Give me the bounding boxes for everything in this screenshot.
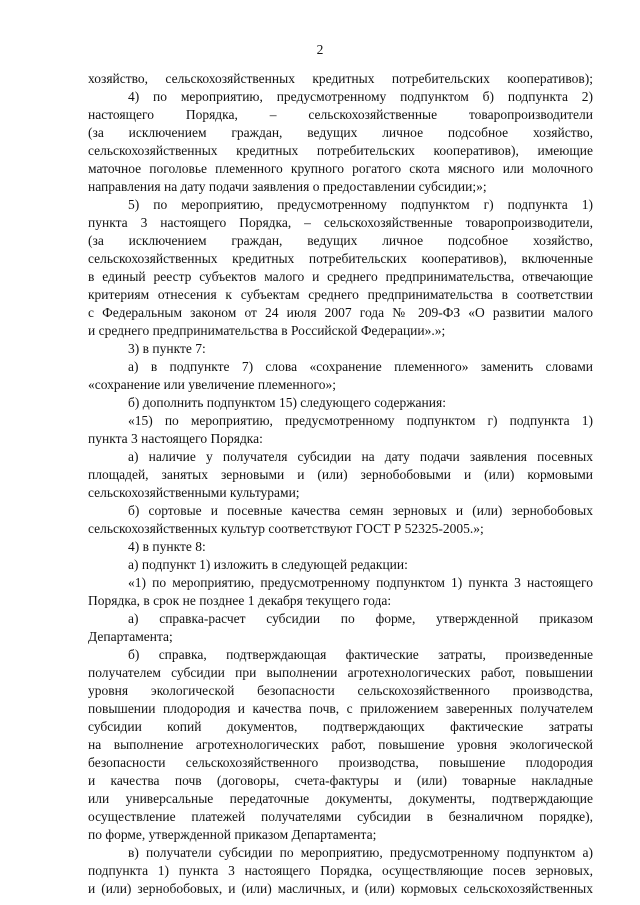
- text-line: подпункта 1) пункта 3 настоящего Порядка, осуществляющие посев зерновых,: [88, 863, 593, 878]
- text-line: на выполнение агротехнологических работ, повышение уровня экологической: [88, 737, 593, 752]
- text-line: 5) по мероприятию, предусмотренному подпунктом г) подпункта 1): [128, 197, 593, 212]
- text-line: (за исключением граждан, ведущих личное подсобное хозяйство,: [88, 125, 593, 140]
- text-line: б) сортовые и посевные качества семян зерновых и (или) зернобобовых: [128, 503, 593, 518]
- text-line: критериям отнесения к субъектам среднего предпринимательства в соответствии: [88, 287, 593, 302]
- text-line: и (или) зернобобовых, и (или) масличных, и (или) кормовых сельскохозяйственных: [88, 881, 593, 896]
- text-line: в единый реестр субъектов малого и среднего предпринимательства, отвечающие: [88, 269, 593, 284]
- text-line: 4) в пункте 8:: [128, 539, 206, 554]
- text-line: или универсальные передаточные документы, документы, подтверждающие: [88, 791, 593, 806]
- text-line: площадей, занятых зерновыми и (или) зернобобовыми и (или) кормовыми: [88, 467, 593, 482]
- text-line: сельскохозяйственными культурами;: [88, 485, 300, 500]
- text-line: уровня экологической безопасности сельскохозяйственного производства,: [88, 683, 593, 698]
- text-line: маточное поголовье племенного крупного рогатого скота мясного или молочного: [88, 161, 593, 176]
- text-line: сельскохозяйственных кредитных потребительских кооперативов), имеющие: [88, 143, 593, 158]
- text-line: 3) в пункте 7:: [128, 341, 206, 356]
- text-line: «1) по мероприятию, предусмотренному подпунктом 1) пункта 3 настоящего: [128, 575, 593, 590]
- text-line: пункта 3 настоящего Порядка, – сельскохозяйственные товаропроизводители,: [88, 215, 593, 230]
- text-line: а) в подпункте 7) слова «сохранение племенного» заменить словами: [128, 359, 593, 374]
- text-line: пункта 3 настоящего Порядка:: [88, 431, 263, 446]
- text-line: субсидии копий документов, подтверждающих фактические затраты: [88, 719, 593, 734]
- text-line: а) справка-расчет субсидии по форме, утвержденной приказом: [128, 611, 593, 626]
- text-line: 4) по мероприятию, предусмотренному подпунктом б) подпункта 2): [128, 89, 593, 104]
- text-line: сельскохозяйственных культур соответствуют ГОСТ Р 52325-2005.»;: [88, 521, 484, 536]
- text-line: б) справка, подтверждающая фактические затраты, произведенные: [128, 647, 593, 662]
- text-line: и качества почв (договоры, счета-фактуры и (или) товарные накладные: [88, 773, 593, 788]
- text-line: и среднего предпринимательства в Российской Федерации».»;: [88, 323, 446, 338]
- text-line: «сохранение или увеличение племенного»;: [88, 377, 336, 392]
- text-line: б) дополнить подпунктом 15) следующего содержания:: [128, 395, 446, 410]
- text-line: «15) по мероприятию, предусмотренному подпунктом г) подпункта 1): [128, 413, 593, 428]
- text-line: (за исключением граждан, ведущих личное подсобное хозяйство,: [88, 233, 593, 248]
- text-line: в) получатели субсидии по мероприятию, предусмотренному подпунктом а): [128, 845, 593, 860]
- text-line: по форме, утвержденной приказом Департамента;: [88, 827, 377, 842]
- text-line: с Федеральным законом от 24 июля 2007 года № 209-ФЗ «О развитии малого: [88, 305, 593, 320]
- text-line: Порядка, в срок не позднее 1 декабря текущего года:: [88, 593, 392, 608]
- text-line: безопасности сельскохозяйственного производства, повышение плодородия: [88, 755, 593, 770]
- text-line: настоящего Порядка, – сельскохозяйственные товаропроизводители: [88, 107, 593, 122]
- text-line: сельскохозяйственных кредитных потребительских кооперативов), включенные: [88, 251, 593, 266]
- text-line: а) наличие у получателя субсидии на дату подачи заявления посевных: [128, 449, 593, 464]
- text-line: хозяйство, сельскохозяйственных кредитных потребительских кооперативов);: [88, 71, 593, 86]
- text-line: а) подпункт 1) изложить в следующей редакции:: [128, 557, 408, 572]
- text-line: получателем субсидии при выполнении агротехнологических работ, повышении: [88, 665, 593, 680]
- text-line: осуществление платежей получателями субсидии в безналичном порядке),: [88, 809, 593, 824]
- text-line: направления на дату подачи заявления о предоставлении субсидии;»;: [88, 179, 487, 194]
- text-line: Департамента;: [88, 629, 173, 644]
- page-number: 2: [316, 42, 324, 57]
- text-line: повышении плодородия и качества почв, с приложением заверенных получателем: [88, 701, 593, 716]
